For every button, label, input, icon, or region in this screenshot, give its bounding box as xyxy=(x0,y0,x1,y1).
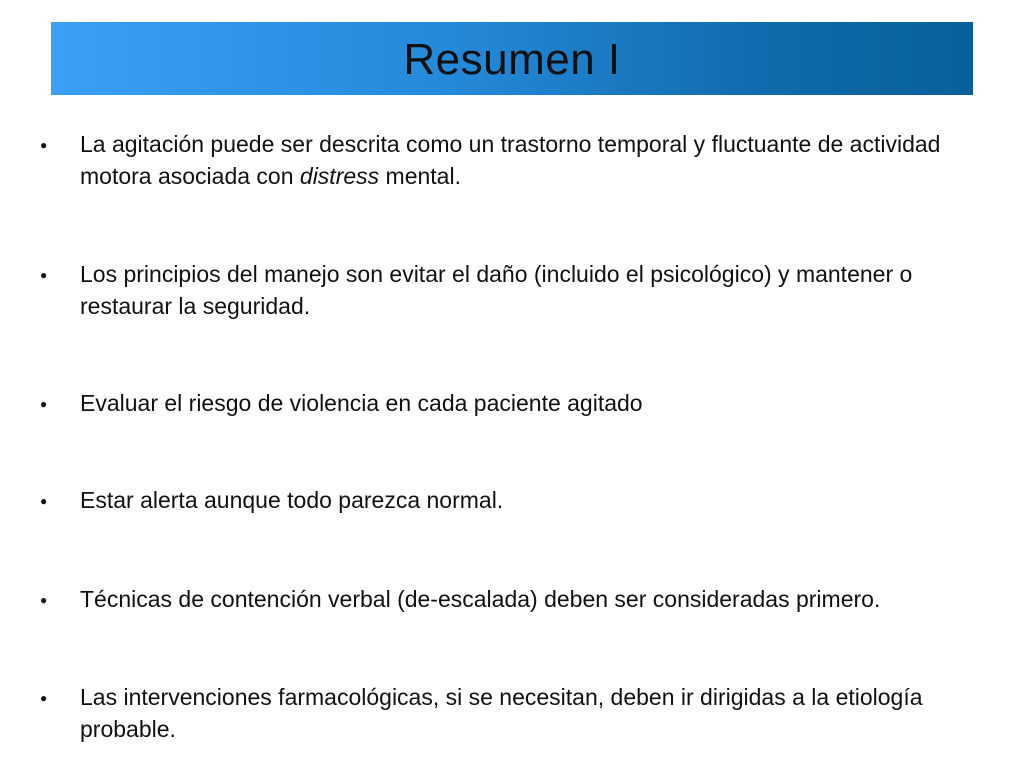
bullet-dot: ● xyxy=(40,397,48,411)
bullet-text-1: La agitación puede ser descrita como un trastorno temporal y fluctuante de actividad motora asociada con distress mental. xyxy=(80,131,941,189)
bullet-text-2: Los principios del manejo son evitar el daño (incluido el psicológico) y mantener o restaurar la seguridad. xyxy=(80,261,913,319)
bullet-text-6: Las intervenciones farmacológicas, si se necesitan, deben ir dirigidas a la etiología probable. xyxy=(80,684,923,742)
bullet-dot: ● xyxy=(40,494,48,508)
bullet-item-3 xyxy=(40,387,1000,419)
bullet-item-6 xyxy=(40,681,1000,745)
bullet-dot: ● xyxy=(40,138,48,152)
bullet-item-2 xyxy=(40,258,1000,322)
bullet-dot: ● xyxy=(40,691,48,705)
bullet-item-5 xyxy=(40,583,1000,615)
slide-title: Resumen I xyxy=(403,34,621,84)
bullet-dot: ● xyxy=(40,268,48,282)
bullet-text-4: Estar alerta aunque todo parezca normal. xyxy=(80,487,504,513)
bullet-item-4 xyxy=(40,484,1000,516)
bullet-item-1 xyxy=(40,128,1000,192)
bullet-text-5: Técnicas de contención verbal (de-escalada) deben ser consideradas primero. xyxy=(80,586,881,612)
emphasis-distress: distress xyxy=(299,163,380,189)
title-bar xyxy=(51,22,973,95)
bullet-dot: ● xyxy=(40,593,48,607)
bullet-text-3: Evaluar el riesgo de violencia en cada paciente agitado xyxy=(80,390,643,416)
